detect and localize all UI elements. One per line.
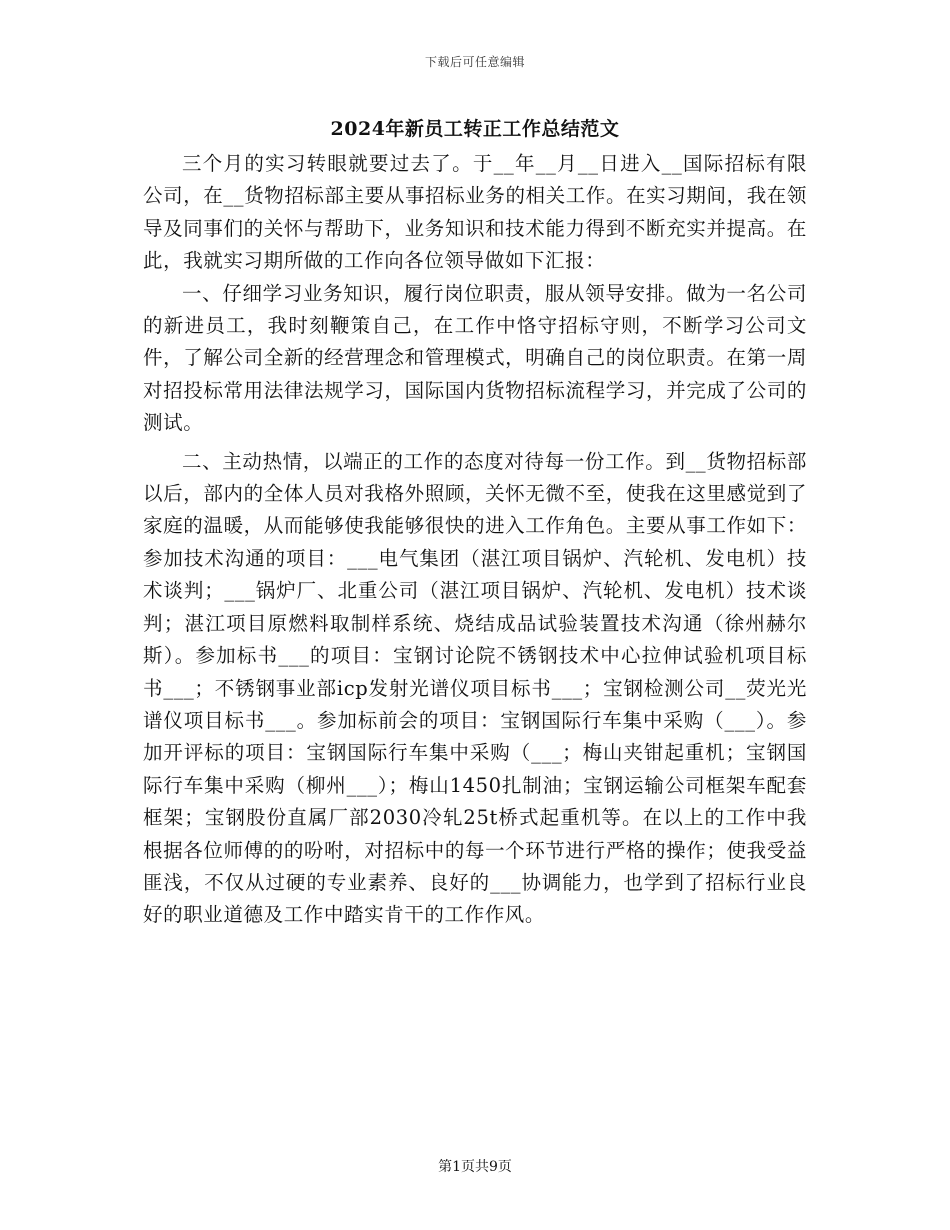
paragraph-intro: 三个月的实习转眼就要过去了。于__年__月__日进入__国际招标有限公司，在__货物招标部主要从事招标业务的相关工作。在实习期间，我在领导及同事们的关怀与帮助下，业务知识和技术能力得到不断充实并提高。在此，我就实习期所做的工作向各位领导做如下汇报： <box>143 152 807 273</box>
header-note: 下载后可任意编辑 <box>424 55 525 69</box>
document-title: 2024年新员工转正工作总结范文 <box>330 118 620 140</box>
paragraph-section-one: 一、仔细学习业务知识，履行岗位职责，服从领导安排。做为一名公司的新进员工，我时刻鞭策自己，在工作中恪守招标守则，不断学习公司文件，了解公司全新的经营理念和管理模式，明确自己的岗位职责。在第一周对招投标常用法律法规学习，国际国内货物招标流程学习，并完成了公司的测试。 <box>143 281 807 435</box>
document-body <box>143 148 807 932</box>
paragraph-section-two: 二、主动热情，以端正的工作的态度对待每一份工作。到__货物招标部以后，部内的全体人员对我格外照顾，关怀无微不至，使我在这里感觉到了家庭的温暖，从而能够使我能够很快的进入工作角色。主要从事工作如下：参加技术沟通的项目：___电气集团（湛江项目锅炉、汽轮机、发电机）技术谈判；___锅炉厂、北重公司（湛江项目锅炉、汽轮机、发电机）技术谈判；湛江项目原燃料取制样系统、烧结成品试验装置技术沟通（徐州赫尔斯）。参加标书___的项目：宝钢讨论院不锈钢技术中心拉伸试验机项目标书___；不锈钢事业部icp发射光谱仪项目标书___；宝钢检测公司__荧光光谱仪项目标书___。参加标前会的项目：宝钢国际行车集中采购（___）。参加开评标的项目：宝钢国际行车集中采购（___；梅山夹钳起重机；宝钢国际行车集中采购（柳州___）；梅山1450扎制油；宝钢运输公司框架车配套框架；宝钢股份直属厂部2030冷轧25t桥式起重机等。在以上的工作中我根据各位师傅的的吩咐，对招标中的每一个环节进行严格的操作；使我受益匪浅，不仅从过硬的专业素养、良好的___协调能力，也学到了招标行业良好的职业道德及工作中踏实肯干的工作作风。 <box>143 449 807 927</box>
page-number-footer: 第1页共9页 <box>438 1159 512 1175</box>
